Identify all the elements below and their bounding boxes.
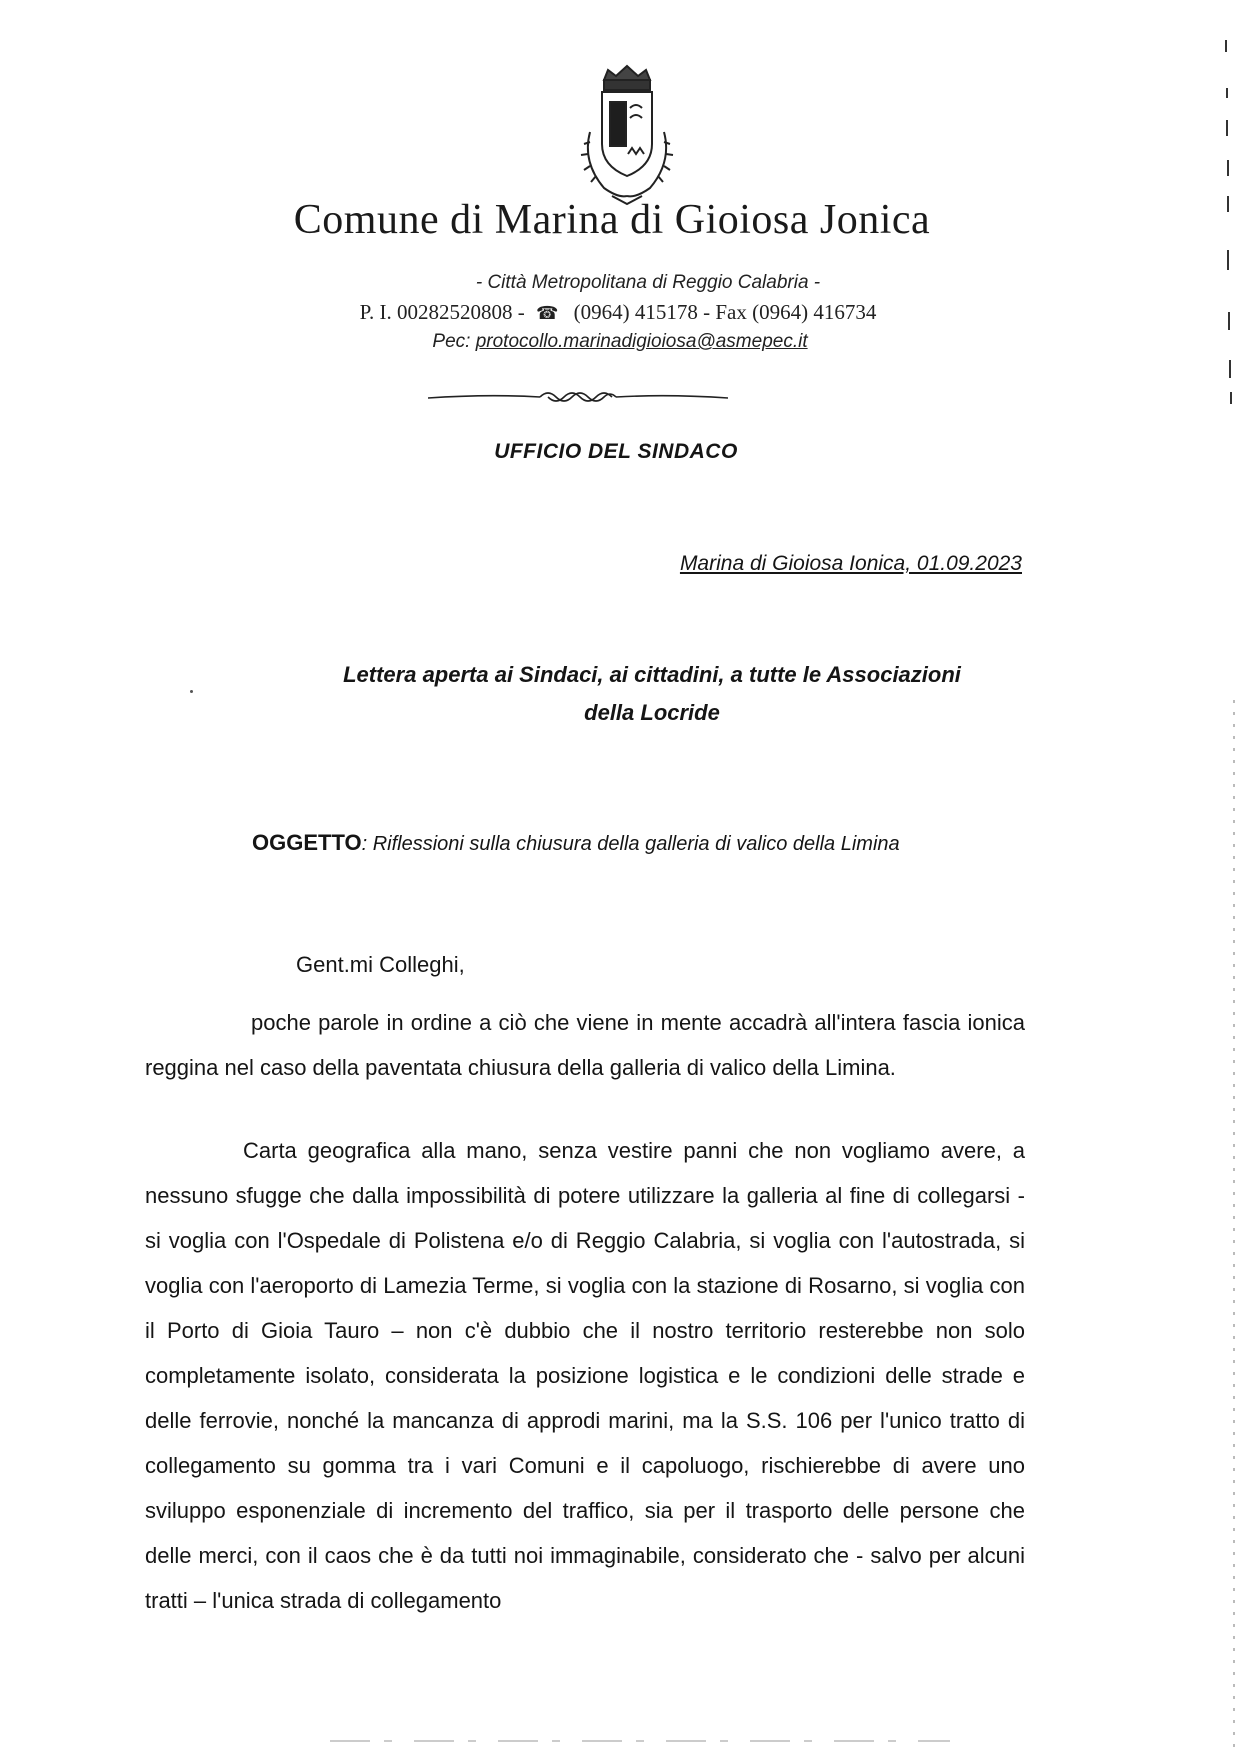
municipal-coat-of-arms-icon — [568, 62, 686, 212]
municipality-name: Comune di Marina di Gioiosa Jonica — [293, 197, 931, 243]
metropolitan-city-line: - Città Metropolitana di Reggio Calabria - — [475, 272, 821, 293]
vat-number: P. I. 00282520808 - — [359, 300, 525, 324]
fiscal-contact-line — [0, 300, 1238, 325]
subject-label: OGGETTO — [252, 830, 362, 855]
telephone-icon: ☎ — [535, 303, 559, 323]
letter-title — [32, 656, 1240, 732]
scan-bottom-edge — [330, 1738, 950, 1744]
body-paragraph-2: Carta geografica alla mano, senza vestire panni che non vogliamo avere, a nessuno sfugge che dalla impossibilità di potere utilizzare la galleria al fine di collegarsi - si voglia con l'Ospedale di Polistena e/o di Reggio Calabria, si voglia con l'autostrada, si voglia con l'aeroporto di Lamezia Terme, si voglia con la stazione di Rosarno, si voglia con il Porto di Gioia Tauro – non c'è dubbio che il nostro territorio resterebbe non solo completamente isolato, considerata la posizione logistica e le condizioni delle strade e delle ferrovie, nonché la mancanza di approdi marini, ma la S.S. 106 per l'unico tratto di collegamento su gomma tra i vari Comuni e il capoluogo, rischierebbe di avere uno sviluppo esponenziale di incremento del traffico, sia per il trasporto delle persone che delle merci, con il caos che è da tutti noi immaginabile, considerato che - salvo per alcuni tratti – l'unica strada di collegamento — [145, 1138, 1025, 1613]
decorative-divider — [428, 382, 728, 412]
letter-title-line-1: Lettera aperta ai Sindaci, ai cittadini, a tutte le Associazioni — [343, 662, 961, 687]
scan-edge-marks — [1200, 0, 1240, 1755]
office-heading: UFFICIO DEL SINDACO — [494, 440, 738, 463]
place-and-date: Marina di Gioiosa Ionica, 01.09.2023 — [679, 552, 1022, 575]
subject-line — [252, 830, 900, 856]
salutation: Gent.mi Colleghi, — [296, 952, 465, 977]
phone-fax-numbers: (0964) 415178 - Fax (0964) 416734 — [573, 300, 877, 324]
body-paragraph-1: poche parole in ordine a ciò che viene in mente accadrà all'intera fascia ionica reggina nel caso della paventata chiusura della galleria di valico della Limina. — [145, 1010, 1025, 1080]
pec-address: protocollo.marinadigioiosa@asmepec.it — [475, 331, 808, 352]
letter-title-line-2: della Locride — [584, 700, 720, 725]
pec-label: Pec: — [432, 331, 471, 352]
pec-line — [0, 331, 1240, 353]
subject-text: : Riflessioni sulla chiusura della galleria di valico della Limina — [361, 833, 900, 855]
